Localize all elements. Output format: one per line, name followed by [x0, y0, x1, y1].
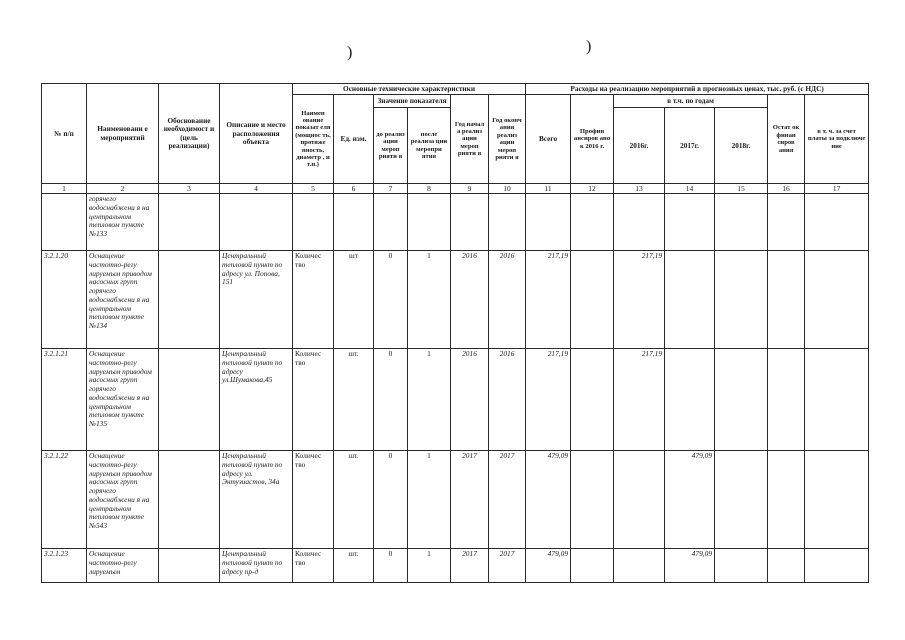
row-num: 3.2.1.22	[42, 451, 87, 549]
row-after: 1	[408, 251, 451, 349]
row-end-year: 2017	[489, 549, 526, 583]
investment-program-table	[41, 83, 869, 583]
row-connection-fee	[805, 451, 869, 549]
header-before: до реализ ации мероп рияти я	[374, 108, 408, 184]
header-num: № п/п	[42, 84, 87, 184]
row-start-year	[451, 194, 489, 251]
row-indicator: Количес тво	[293, 251, 334, 349]
row-2017: 479,09	[665, 549, 715, 583]
row-2018	[715, 549, 768, 583]
row-end-year: 2016	[489, 349, 526, 451]
header-justification: Обоснование необходимост и (цель реализации)	[159, 84, 220, 184]
row-justification	[159, 194, 220, 251]
column-number: 16	[768, 184, 805, 194]
header-year-2018: 2018г.	[715, 108, 768, 184]
column-number: 2	[87, 184, 159, 194]
header-group-costs: Расходы на реализацию мероприятий в прогнозных ценах, тыс. руб. (с НДС)	[526, 84, 869, 95]
row-total: 479,09	[526, 451, 571, 549]
column-number: 6	[334, 184, 374, 194]
bracket-mark-left: )	[347, 44, 353, 61]
row-unit: шт.	[334, 349, 374, 451]
row-location	[220, 194, 293, 251]
row-indicator	[293, 194, 334, 251]
table-row	[42, 451, 869, 549]
row-financed	[571, 194, 614, 251]
row-connection-fee	[805, 349, 869, 451]
header-unit: Ед. изм.	[334, 95, 374, 184]
row-before: 0	[374, 251, 408, 349]
header-indicator: Наимен ование показат еля (мощнос ть, протяже нность, диаметр , и т.п.)	[293, 95, 334, 184]
column-number: 13	[614, 184, 665, 194]
row-end-year: 2017	[489, 451, 526, 549]
header-start-year: Год начал а реализ ации мероп рияти я	[451, 95, 489, 184]
row-before	[374, 194, 408, 251]
column-number: 1	[42, 184, 87, 194]
header-name: Наименовани е мероприятий	[87, 84, 159, 184]
row-before: 0	[374, 349, 408, 451]
row-justification	[159, 549, 220, 583]
row-before: 0	[374, 549, 408, 583]
row-remaining	[768, 251, 805, 349]
row-total: 217,19	[526, 251, 571, 349]
row-end-year	[489, 194, 526, 251]
row-start-year: 2016	[451, 251, 489, 349]
row-2018	[715, 194, 768, 251]
header-group-value: Значение показателя	[374, 95, 451, 108]
header-year-2017: 2017г.	[665, 108, 715, 184]
row-start-year: 2017	[451, 451, 489, 549]
row-location: Центральный тепловой пункт по адресу ул.Шумакова,45	[220, 349, 293, 451]
row-name: Оснащение частотно-регу лируемым	[87, 549, 159, 583]
column-number: 10	[489, 184, 526, 194]
row-num	[42, 194, 87, 251]
row-location: Центральный тепловой пункт по адресу ул. Энтузиастов, 34а	[220, 451, 293, 549]
table-row	[42, 349, 869, 451]
row-2017	[665, 194, 715, 251]
row-indicator: Количес тво	[293, 349, 334, 451]
row-total: 217,19	[526, 349, 571, 451]
row-connection-fee	[805, 194, 869, 251]
row-before: 0	[374, 451, 408, 549]
column-number: 8	[408, 184, 451, 194]
row-unit: шт.	[334, 549, 374, 583]
row-num: 3.2.1.21	[42, 349, 87, 451]
row-num: 3.2.1.20	[42, 251, 87, 349]
column-number: 5	[293, 184, 334, 194]
header-connection-fee: в т. ч. за счет платы за подключе ние	[805, 95, 869, 184]
row-2018	[715, 451, 768, 549]
row-justification	[159, 251, 220, 349]
row-remaining	[768, 451, 805, 549]
header-after: после реализа ции меропри ятия	[408, 108, 451, 184]
row-unit	[334, 194, 374, 251]
row-connection-fee	[805, 251, 869, 349]
row-justification	[159, 451, 220, 549]
row-connection-fee	[805, 549, 869, 583]
row-financed	[571, 349, 614, 451]
header-year-2016: 2016г.	[614, 108, 665, 184]
row-after: 1	[408, 451, 451, 549]
header-group-characteristics: Основные технические характеристики	[293, 84, 526, 95]
row-2016	[614, 194, 665, 251]
row-after	[408, 194, 451, 251]
row-name: горячего водоснабжени я на центральном тепловом пункте №133	[87, 194, 159, 251]
row-2017: 479,09	[665, 451, 715, 549]
row-name: Оснащение частотно-регу лируемым приводом насосных групп горячего водоснабжени я на центральном тепловом пункте №134	[87, 251, 159, 349]
row-indicator: Количес тво	[293, 549, 334, 583]
column-number: 11	[526, 184, 571, 194]
row-financed	[571, 549, 614, 583]
row-2016	[614, 549, 665, 583]
header-group-years: в т.ч. по годам	[614, 95, 768, 108]
row-indicator: Количес тво	[293, 451, 334, 549]
row-2016: 217,19	[614, 251, 665, 349]
column-number: 9	[451, 184, 489, 194]
column-number: 12	[571, 184, 614, 194]
row-remaining	[768, 349, 805, 451]
row-after: 1	[408, 349, 451, 451]
row-end-year: 2016	[489, 251, 526, 349]
row-name: Оснащение частотно-регу лируемым приводом насосных групп горячего водоснабжени я на центральном тепловом пункте №543	[87, 451, 159, 549]
row-unit: шт	[334, 251, 374, 349]
row-location: Центральный тепловой пункт по адресу ул. Попова, 151	[220, 251, 293, 349]
row-financed	[571, 251, 614, 349]
row-financed	[571, 451, 614, 549]
table-row	[42, 251, 869, 349]
row-2016: 217,19	[614, 349, 665, 451]
column-number: 4	[220, 184, 293, 194]
row-start-year: 2016	[451, 349, 489, 451]
column-number: 3	[159, 184, 220, 194]
row-num: 3.2.1.23	[42, 549, 87, 583]
column-number: 15	[715, 184, 768, 194]
row-name: Оснащение частотно-регу лируемым приводом насосных групп горячего водоснабжени я на центральном тепловом пункте №135	[87, 349, 159, 451]
header-location: Описание и место расположения объекта	[220, 84, 293, 184]
header-total: Всего	[526, 95, 571, 184]
header-end-year: Год оконч ания реализ ации мероп рияти я	[489, 95, 526, 184]
table-row	[42, 194, 869, 251]
row-remaining	[768, 194, 805, 251]
row-location: Центральный тепловой пункт по адресу пр-д	[220, 549, 293, 583]
header-remaining: Остат ок финан сиров ания	[768, 95, 805, 184]
row-justification	[159, 349, 220, 451]
row-start-year: 2017	[451, 549, 489, 583]
row-unit: шт.	[334, 451, 374, 549]
table-row	[42, 549, 869, 583]
row-after: 1	[408, 549, 451, 583]
row-2017	[665, 349, 715, 451]
row-2016	[614, 451, 665, 549]
header-financed: Профин ансиров ано к 2016 г.	[571, 95, 614, 184]
column-number: 14	[665, 184, 715, 194]
column-number: 17	[805, 184, 869, 194]
row-total: 479,09	[526, 549, 571, 583]
row-2018	[715, 251, 768, 349]
row-remaining	[768, 549, 805, 583]
row-2017	[665, 251, 715, 349]
bracket-mark-right: )	[586, 38, 592, 55]
column-number: 7	[374, 184, 408, 194]
row-2018	[715, 349, 768, 451]
row-total	[526, 194, 571, 251]
